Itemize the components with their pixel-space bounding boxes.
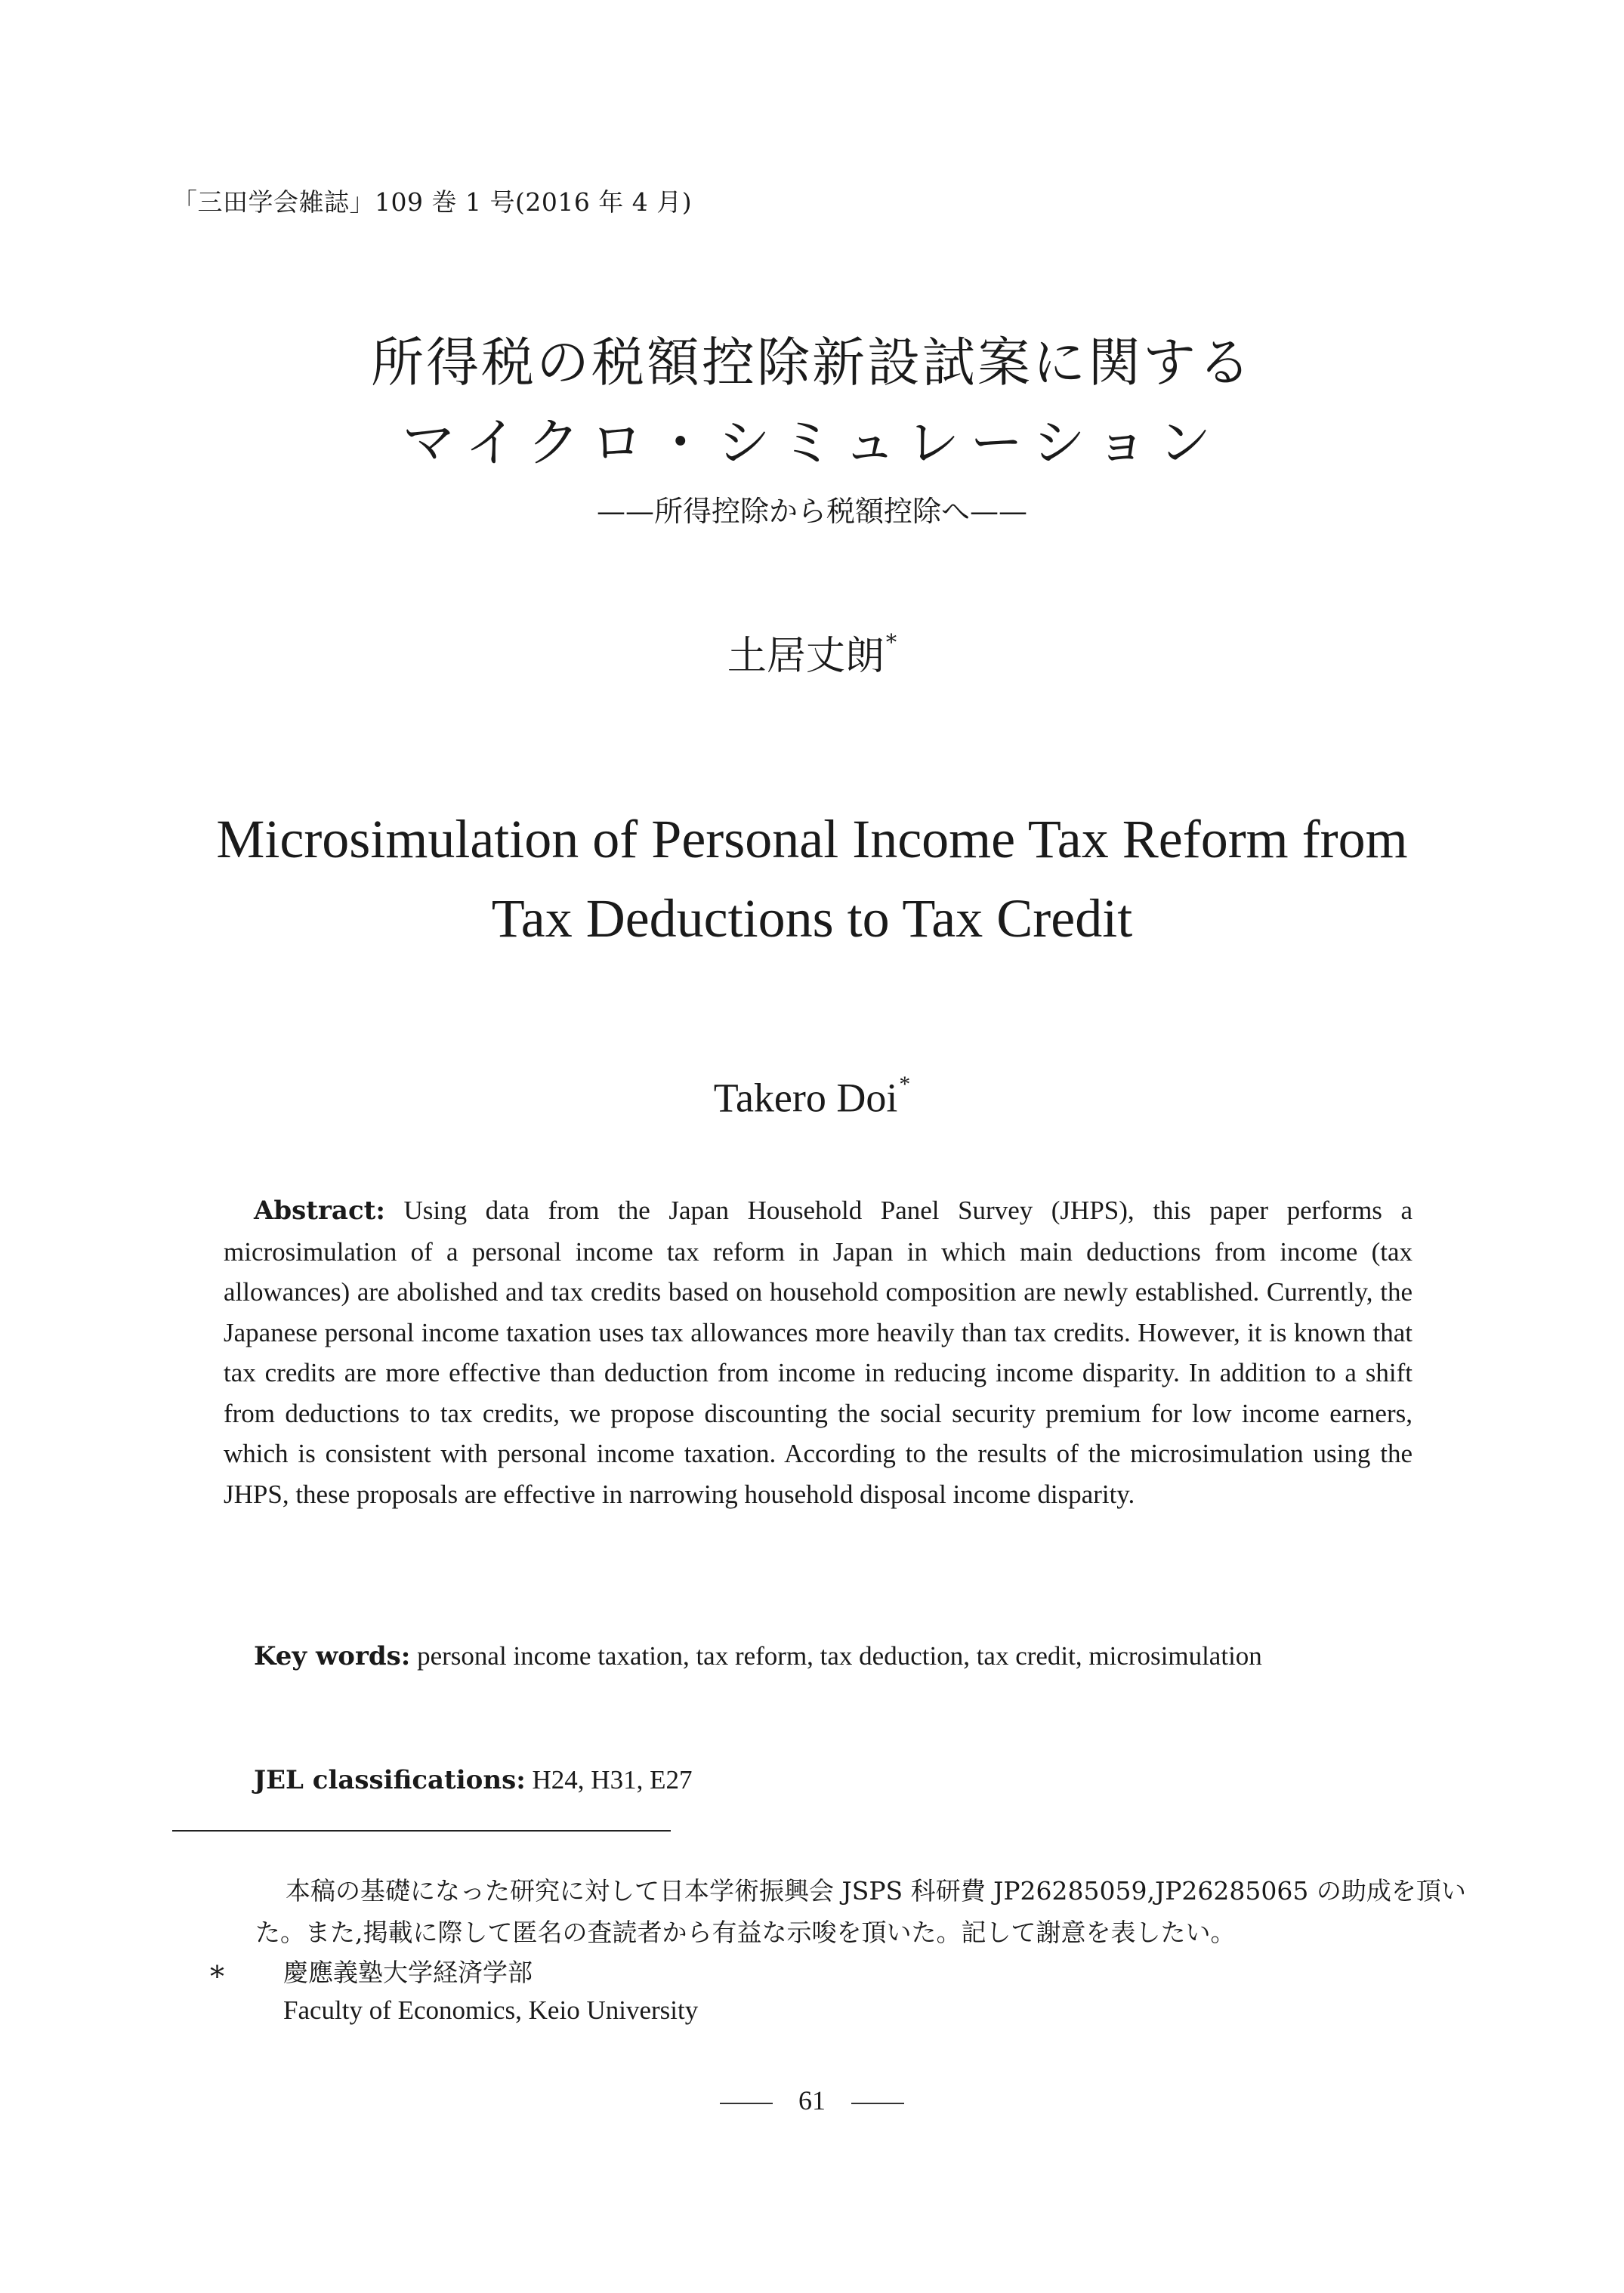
keywords-label: Key words:	[254, 1641, 411, 1671]
abstract-text: Using data from the Japan Household Panel Survey (JHPS), this paper performs a microsimulation of a personal income tax reform in Japan in which main deductions from income (tax allowances) are abolished and tax credits based on household composition are newly established. Currently, the Japanese personal income taxation uses tax allowances more heavily than tax credits. However, it is known that tax credits are more effective than deduction from income in reducing income disparity. In addition to a shift from deductions to tax credits, we propose discounting the social security premium for low income earners, which is consistent with personal income taxation. According to the results of the microsimulation using the JHPS, these proposals are effective in narrowing household disposal income disparity.	[224, 1196, 1413, 1509]
page-footer	[0, 2085, 1624, 2116]
keywords-text: personal income taxation, tax reform, tax deduction, tax credit, microsimulation	[417, 1641, 1262, 1671]
author-en-footnote-mark: *	[899, 1072, 911, 1097]
jel-label: JEL classifications:	[254, 1765, 526, 1795]
title-en-line1: Microsimulation of Personal Income Tax Reform from	[216, 809, 1408, 869]
footnote-acknowledgement: 本稿の基礎になった研究に対して日本学術振興会 JSPS 科研費 JP26285059,JP26285065 の助成を頂いた。また,掲載に際して匿名の査読者から有益な示唆を頂いた。記して謝意を表したい。	[255, 1876, 1466, 1947]
footnote-affiliation-en: Faculty of Economics, Keio University	[283, 1995, 699, 2025]
jel-text: H24, H31, E27	[532, 1765, 693, 1795]
footnote-affiliation-jp: 慶應義塾大学経済学部	[283, 1958, 533, 1987]
page-number-dash-left	[720, 2103, 773, 2104]
author-en-name: Takero Doi	[713, 1075, 898, 1121]
page-number-dash-right	[851, 2103, 904, 2104]
title-jp-line1: 所得税の税額控除新設試案に関する	[371, 332, 1253, 393]
author-jp-footnote-mark: *	[885, 629, 897, 656]
author-en	[0, 1072, 1624, 1122]
author-jp	[0, 624, 1624, 680]
title-en-line2: Tax Deductions to Tax Credit	[491, 888, 1133, 949]
footnote-star-mark: *	[210, 1960, 224, 1993]
title-jp-line2: マイクロ・シミュレーション	[402, 412, 1222, 474]
footnote-divider	[172, 1830, 671, 1832]
page-number: 61	[798, 2085, 826, 2116]
subtitle-jp: ——所得控除から税額控除へ——	[596, 495, 1027, 528]
abstract	[224, 1190, 1413, 1514]
jel-classifications	[224, 1760, 1413, 1801]
journal-citation: 「三田学会雑誌」109 巻 1 号(2016 年 4 月)	[172, 187, 693, 217]
keywords	[224, 1636, 1413, 1677]
abstract-label: Abstract:	[254, 1196, 385, 1226]
author-jp-name: 土居丈朗	[727, 634, 885, 679]
